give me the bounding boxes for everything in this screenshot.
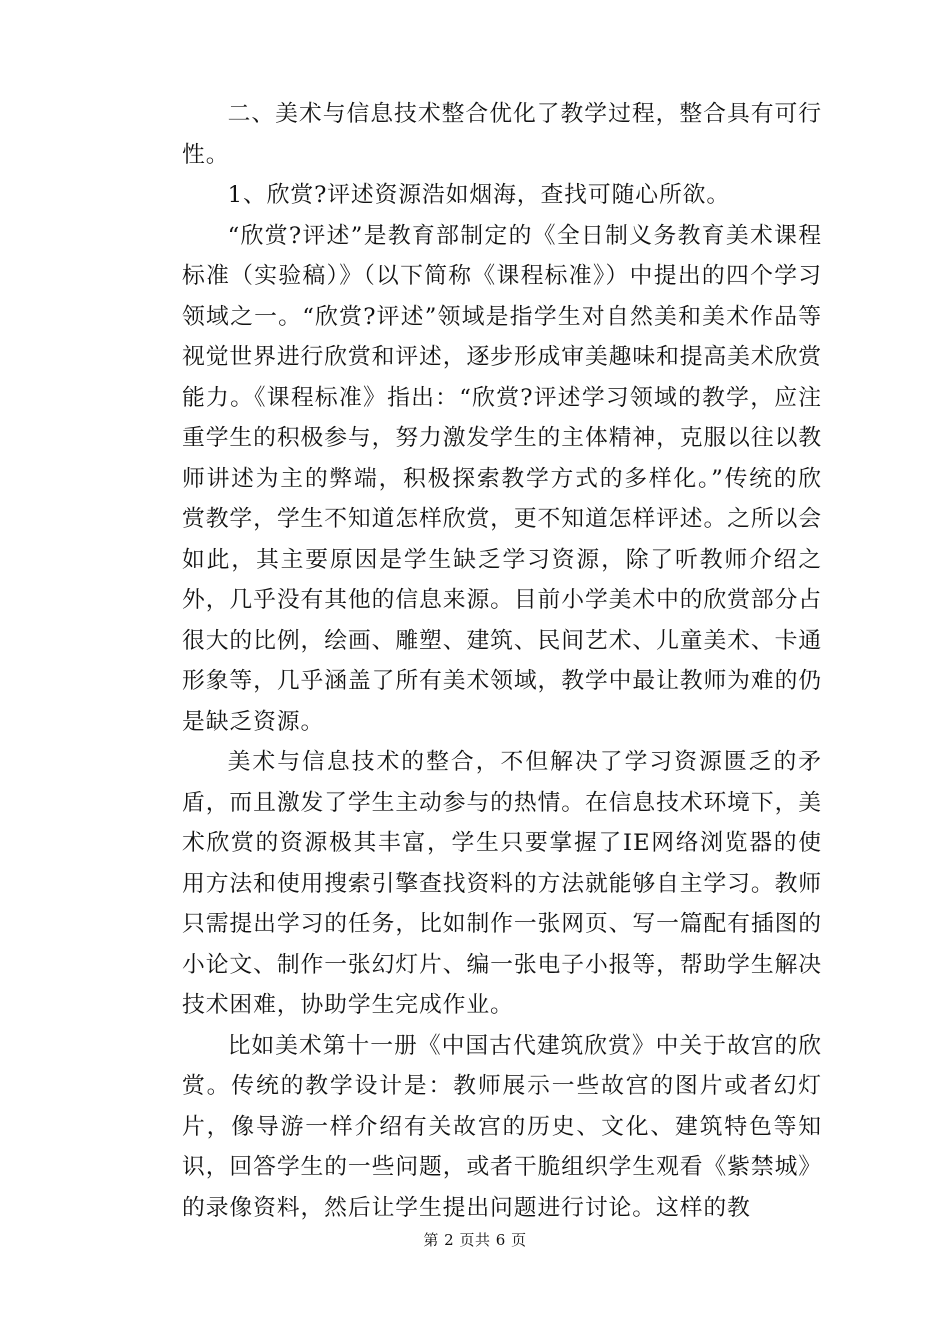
paragraph-body: 比如美术第十一册《中国古代建筑欣赏》中关于故宫的欣赏。传统的教学设计是：教师展示一些故宫的图片或者幻灯片，像导游一样介绍有关故宫的历史、文化、建筑特色等知识，回答学生的一些问题，或者干脆组织学生观看《紫禁城》的录像资料，然后让学生提出问题进行讨论。这样的教 xyxy=(182,1032,822,1221)
paragraph-subheading: 1、欣赏?评述资源浩如烟海，查找可随心所欲。 xyxy=(227,182,731,208)
paragraph-section-heading: 二、美术与信息技术整合优化了教学过程，整合具有可行性。 xyxy=(182,101,822,168)
paragraph-body: 美术与信息技术的整合，不但解决了学习资源匮乏的矛盾，而且激发了学生主动参与的热情。在信息技术环境下，美术欣赏的资源极其丰富，学生只要掌握了IE网络浏览器的使用方法和使用搜索引擎查找资料的方法就能够自主学习。教师只需提出学习的任务，比如制作一张网页、写一篇配有插图的小论文、制作一张幻灯片、编一张电子小报等，帮助学生解决技术困难，协助学生完成作业。 xyxy=(182,749,822,1018)
paragraph-body: “欣赏?评述”是教育部制定的《全日制义务教育美术课程标准（实验稿）》（以下简称《课程标准》）中提出的四个学习领域之一。“欣赏?评述”领域是指学生对自然美和美术作品等视觉世界进行欣赏和评述，逐步形成审美趣味和提高美术欣赏能力。《课程标准》指出：“欣赏?评述学习领域的教学，应注重学生的积极参与，努力激发学生的主体精神，克服以往以教师讲述为主的弊端，积极探索教学方式的多样化。”传统的欣赏教学，学生不知道怎样欣赏，更不知道怎样评述。之所以会如此，其主要原因是学生缺乏学习资源，除了听教师介绍之外，几乎没有其他的信息来源。目前小学美术中的欣赏部分占很大的比例，绘画、雕塑、建筑、民间艺术、儿童美术、卡通形象等，几乎涵盖了所有美术领域，教学中最让教师为难的仍是缺乏资源。 xyxy=(182,222,822,735)
document-body xyxy=(182,94,822,1228)
page-number-footer: 第 2 页共 6 页 xyxy=(423,1231,527,1249)
